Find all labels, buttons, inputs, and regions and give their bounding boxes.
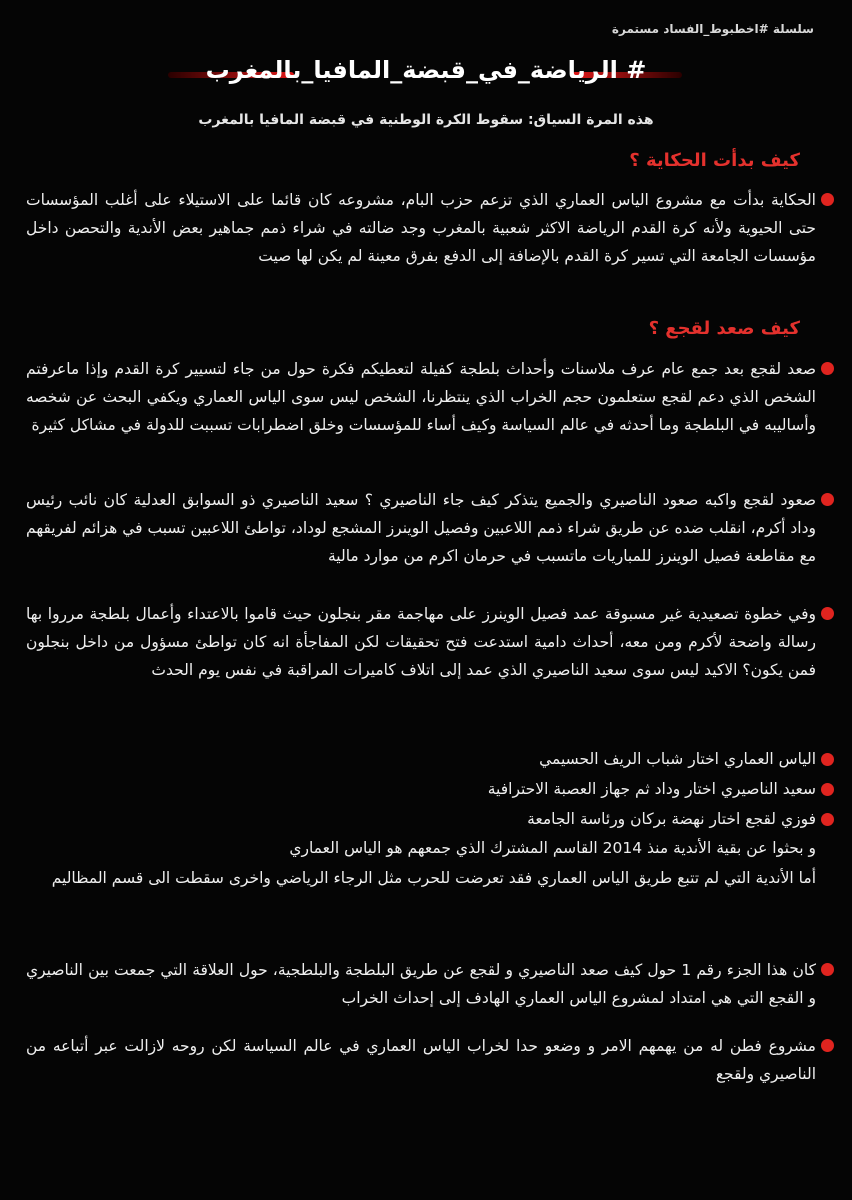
title-banner <box>0 52 852 96</box>
section-heading-how-lekjaa-rose: كيف صعد لقجع ؟ <box>648 318 800 339</box>
bullet-dot-icon <box>821 963 834 976</box>
paragraph-lekjaa-rise: صعد لقجع بعد جمع عام عرف ملاسنات وأحداث بلطجة كفيلة لتعطيكم فكرة حول من جاء لتسيير كرة القدم وإذا ماعرفتم الشخص الذي دعم لقجع ستعلمون حجم الخراب الذي ينتظرنا، الشخص ليس سوى الياس العماري ويكفي البحث عن شخصه وأساليبه في البلطجة وما أحدثه في عالم السياسة وكيف أساء للمؤسسات وخلق اضطرابات تسببت للدولة في مشاكل كثيرة <box>26 355 816 439</box>
bullet-dot-icon <box>821 607 834 620</box>
list-item: سعيد الناصيري اختار وداد ثم جهاز العصبة الاحترافية <box>26 775 816 805</box>
section-heading-how-it-started: كيف بدأت الحكاية ؟ <box>629 150 800 171</box>
paragraph-naciri-rise: صعود لقجع واكبه صعود الناصيري والجميع يتذكر كيف جاء الناصيري ؟ سعيد الناصيري ذو السوابق العدلية كان نائب رئيس وداد أكرم، انقلب ضده عن طريق شراء ذمم اللاعبين وفصيل الوينرز المشجع لوداد، تواطئ اللاعبين تسبب في هزائم لفريقهم مع مقاطعة فصيل الوينرز للمباريات ماتسبب في حرمان اكرم من موارد مالية <box>26 486 816 570</box>
bullet-dot-icon <box>821 493 834 506</box>
bullet-dot-icon <box>821 193 834 206</box>
page-subtitle: هذه المرة السياق: سقوط الكرة الوطنية في قبضة المافيا بالمغرب <box>198 112 654 128</box>
note-common-denominator: و بحثوا عن بقية الأندية منذ 2014 القاسم المشترك الذي جمعهم هو الياس العماري <box>289 839 816 857</box>
bullet-dot-icon <box>821 753 834 766</box>
paragraph-project-legacy: مشروع فطن له من يهمهم الامر و وضعو حدا لخراب الياس العماري في عالم السياسة لكن روحه لازالت عبر أتباعه من الناصيري ولقجع <box>26 1032 816 1088</box>
bullet-dot-icon <box>821 362 834 375</box>
paragraph-winners-attack: وفي خطوة تصعيدية غير مسبوقة عمد فصيل الوينرز على مهاجمة مقر بنجلون حيث قاموا بالاعتداء وأعمال بلطجة مرروا بها رسالة واضحة لأكرم ومن معه، أحداث دامية استدعت فتح تحقيقات لكن المفاجأة انه كان تواطئ مسؤول من داخل بنجلون فمن يكون؟ الاكيد ليس سوى سعيد الناصيري الذي عمد إلى اتلاف كاميرات المراقبة في نفس يوم الحدث <box>26 600 816 684</box>
list-item: فوزي لقجع اختار نهضة بركان ورئاسة الجامعة <box>26 805 816 835</box>
paragraph-part-one-summary: كان هذا الجزء رقم 1 حول كيف صعد الناصيري و لقجع عن طريق البلطجة والبلطجية، حول العلاقة التي جمعت بين الناصيري و القجع التي هي امتداد لمشروع الياس العماري الهادف إلى إحداث الخراب <box>26 956 816 1012</box>
bullet-dot-icon <box>821 1039 834 1052</box>
bullet-dot-icon <box>821 813 834 826</box>
page-title: # الرياضة_في_قبضة_المافيا_بالمغرب <box>205 56 647 84</box>
paragraph-how-it-started: الحكاية بدأت مع مشروع الياس العماري الذي تزعم حزب البام، مشروعه كان قائما على الاستيلاء على أغلب المؤسسات حتى الحيوية ولأنه كرة القدم الرياضة الاكثر شعبية بالمغرب وجد ضالته في شراء ذمم جماهير بعض الأندية والتحصن داخل مؤسسات الجامعة التي تسير كرة القدم بالإضافة إلى الدفع بفرق معينة لم يكن لها صيت <box>26 186 816 270</box>
bullet-dot-icon <box>821 783 834 796</box>
club-choices-list <box>26 745 816 835</box>
series-hashtag: سلسلة #اخطبوط_الفساد مستمرة <box>611 22 814 36</box>
list-item: الياس العماري اختار شباب الريف الحسيمي <box>26 745 816 775</box>
note-other-clubs: أما الأندية التي لم تتبع طريق الياس العماري فقد تعرضت للحرب مثل الرجاء الرياضي واخرى سقطت الى قسم المظاليم <box>51 869 816 887</box>
